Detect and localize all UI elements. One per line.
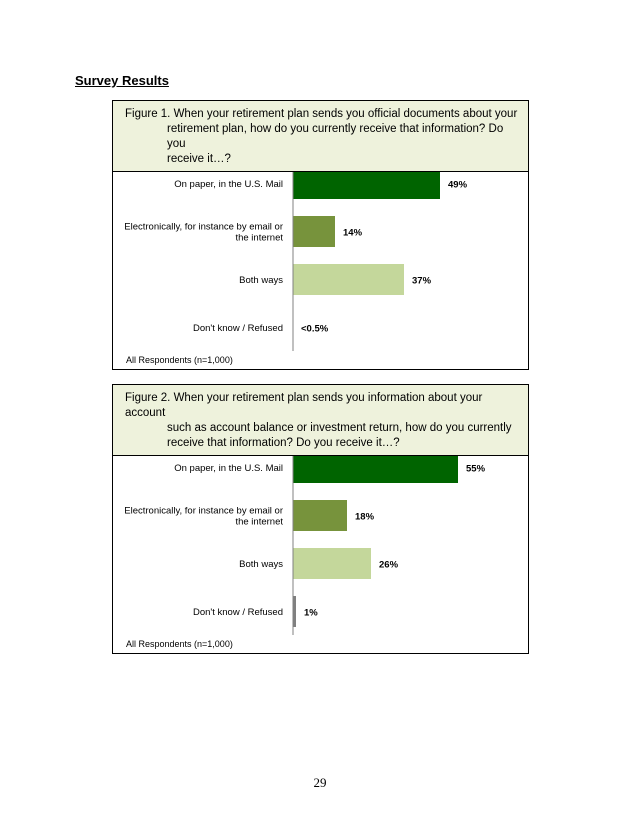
- section-title: Survey Results: [75, 73, 169, 88]
- figure-1: [112, 100, 529, 370]
- bar-1: [293, 500, 347, 531]
- category-label-0-0: On paper, in the U.S. Mail: [174, 463, 283, 474]
- figure-2-title-line-1: Figure 2. When your retirement plan sends you information about your account: [125, 392, 483, 419]
- category-label-2-0: Both ways: [239, 275, 283, 286]
- bar-1: [293, 216, 335, 247]
- figure-2-footnote: All Respondents (n=1,000): [126, 639, 233, 649]
- bar-0: [293, 452, 458, 483]
- category-label-3-0: Don't know / Refused: [193, 607, 283, 618]
- bar-2: [293, 548, 371, 579]
- data-label-0: 55%: [466, 463, 486, 475]
- figure-2-title-line-3: receive that information? Do you receive it…?: [167, 437, 400, 449]
- category-label-3-0: Don't know / Refused: [193, 323, 283, 334]
- data-label-3: 1%: [304, 607, 318, 619]
- figure-1-footnote: All Respondents (n=1,000): [126, 355, 233, 365]
- category-label-0-0: On paper, in the U.S. Mail: [174, 179, 283, 190]
- category-label-1-1: the internet: [235, 232, 283, 244]
- figure-2-title: [113, 385, 528, 456]
- data-label-1: 18%: [355, 511, 375, 523]
- category-label-1-0: Electronically, for instance by email or: [124, 505, 283, 517]
- figure-1-title-line-2: retirement plan, how do you currently receive that information? Do you: [167, 123, 504, 150]
- data-label-0: 49%: [448, 179, 468, 191]
- bar-2: [293, 264, 404, 295]
- data-label-2: 37%: [412, 275, 432, 287]
- bar-0: [293, 168, 440, 199]
- figure-2-title-line-2: such as account balance or investment return, how do you currently: [167, 422, 512, 434]
- category-label-1-0: Electronically, for instance by email or: [124, 221, 283, 233]
- data-label-2: 26%: [379, 559, 399, 571]
- figure-1-title: [113, 101, 528, 172]
- category-label-2-0: Both ways: [239, 559, 283, 570]
- figure-2: [112, 384, 529, 654]
- figure-1-title-line-3: receive it…?: [167, 153, 231, 165]
- category-label-1-1: the internet: [235, 516, 283, 528]
- figure-1-title-line-1: Figure 1. When your retirement plan sends you official documents about your: [125, 108, 518, 120]
- page-number: 29: [313, 775, 327, 790]
- data-label-3: <0.5%: [301, 323, 329, 335]
- data-label-1: 14%: [343, 227, 363, 239]
